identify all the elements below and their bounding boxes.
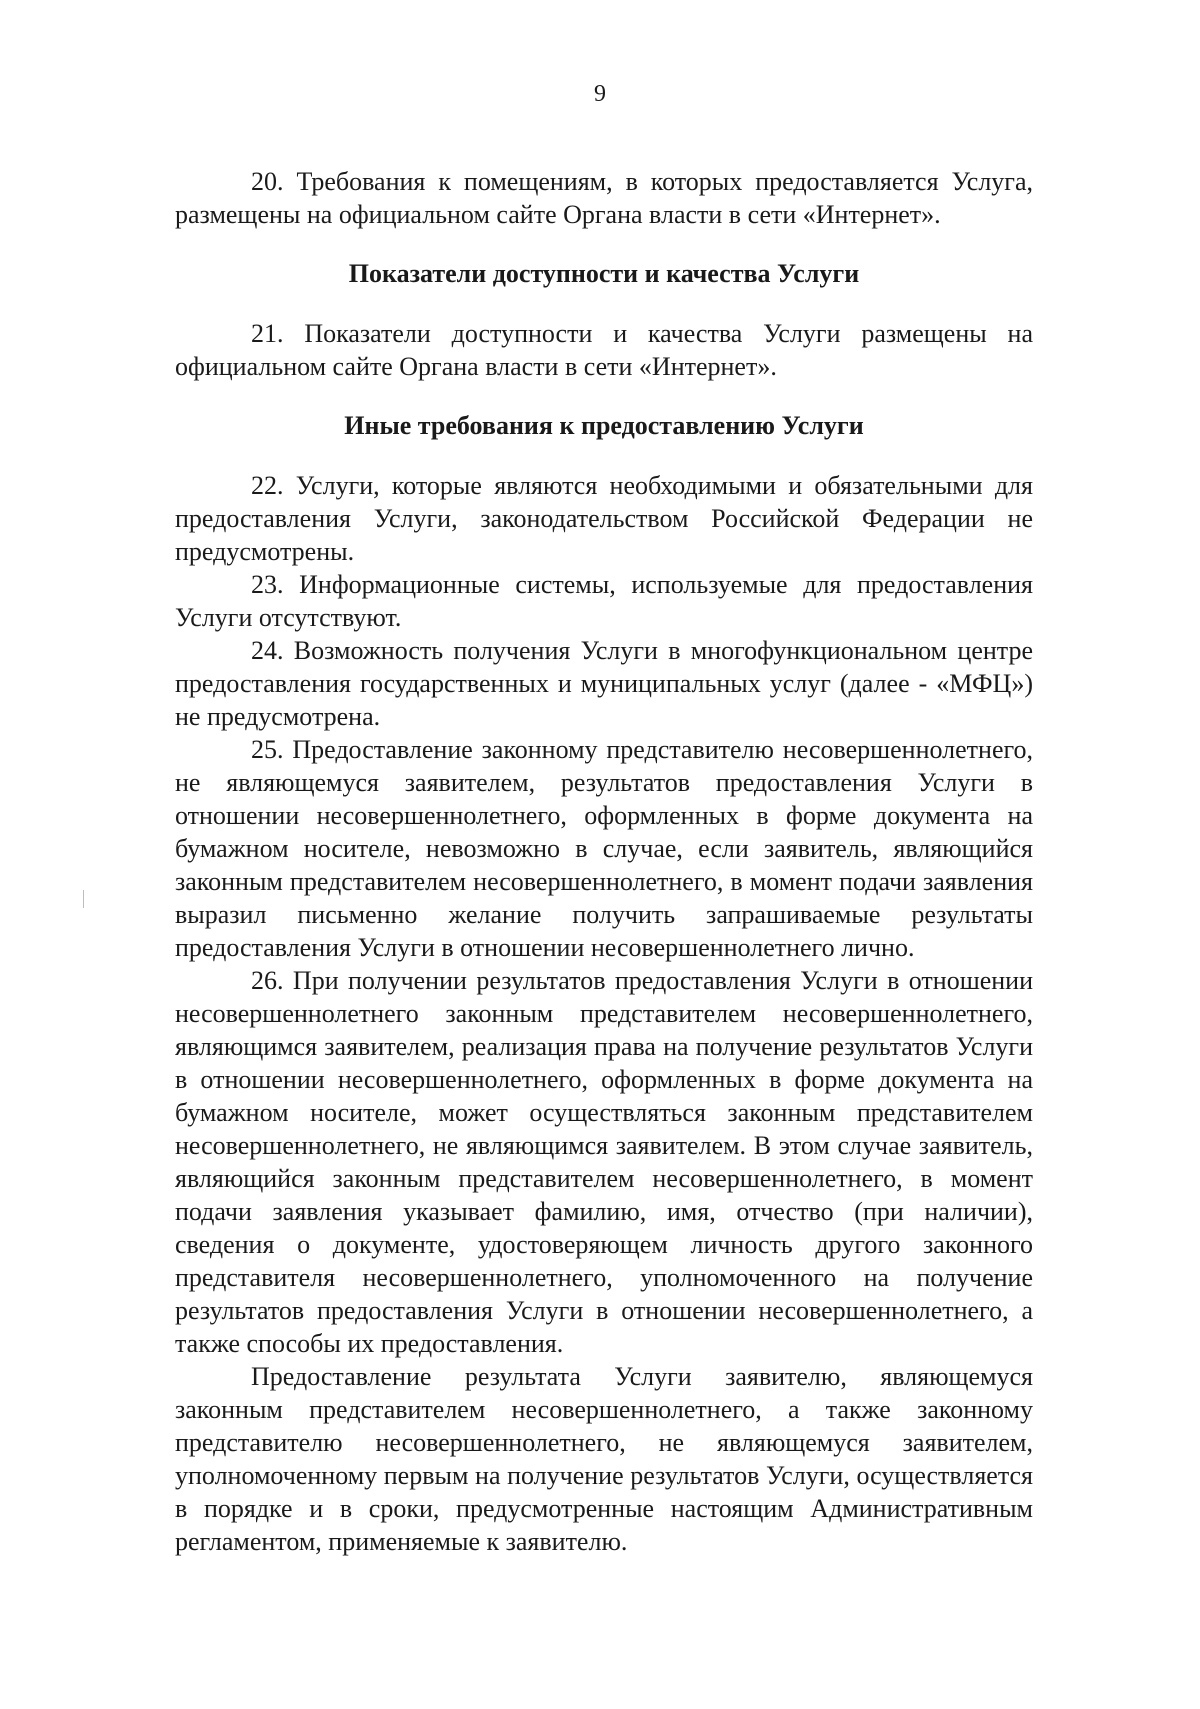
paragraph-26: 26. При получении результатов предоставления Услуги в отношении несовершеннолетнего законным представителем несовершеннолетнего, являющимся заявителем, реализация права на получение результатов Услуги в отношении несовершеннолетнего, оформленных в форме документа на бумажном носителе, может осуществляться законным представителем несовершеннолетнего, не являющимся заявителем. В этом случае заявитель, являющийся законным представителем несовершеннолетнего, в момент подачи заявления указывает фамилию, имя, отчество (при наличии), сведения о документе, удостоверяющем личность другого законного представителя несовершеннолетнего, уполномоченного на получение результатов предоставления Услуги в отношении несовершеннолетнего, а также способы их предоставления. [175,966,1033,1358]
document-body [175,165,1033,1558]
paragraph-20: 20. Требования к помещениям, в которых предоставляется Услуга, размещены на официальном сайте Органа власти в сети «Интернет». [175,167,1033,229]
paragraph-26-continuation: Предоставление результата Услуги заявителю, являющемуся законным представителем несовершеннолетнего, а также законному представителю несовершеннолетнего, не являющемуся заявителем, уполномоченному первым на получение результатов Услуги, осуществляется в порядке и в сроки, предусмотренные настоящим Административным регламентом, применяемые к заявителю. [175,1362,1033,1556]
paragraph-22: 22. Услуги, которые являются необходимыми и обязательными для предоставления Услуги, законодательством Российской Федерации не предусмотрены. [175,471,1033,566]
page-number: 9 [594,81,606,107]
scan-artifact-mark [83,890,84,908]
paragraph-21: 21. Показатели доступности и качества Услуги размещены на официальном сайте Органа власти в сети «Интернет». [175,319,1033,381]
paragraph-25: 25. Предоставление законному представителю несовершеннолетнего, не являющемуся заявителем, результатов предоставления Услуги в отношении несовершеннолетнего, оформленных в форме документа на бумажном носителе, невозможно в случае, если заявитель, являющийся законным представителем несовершеннолетнего, в момент подачи заявления выразил письменно желание получить запрашиваемые результаты предоставления Услуги в отношении несовершеннолетнего лично. [175,735,1033,962]
paragraph-23: 23. Информационные системы, используемые для предоставления Услуги отсутствуют. [175,570,1033,632]
paragraph-24: 24. Возможность получения Услуги в многофункциональном центре предоставления государственных и муниципальных услуг (далее - «МФЦ») не предусмотрена. [175,636,1033,731]
section-heading-accessibility-quality: Показатели доступности и качества Услуги [348,259,860,288]
section-heading-other-requirements: Иные требования к предоставлению Услуги [344,411,864,440]
